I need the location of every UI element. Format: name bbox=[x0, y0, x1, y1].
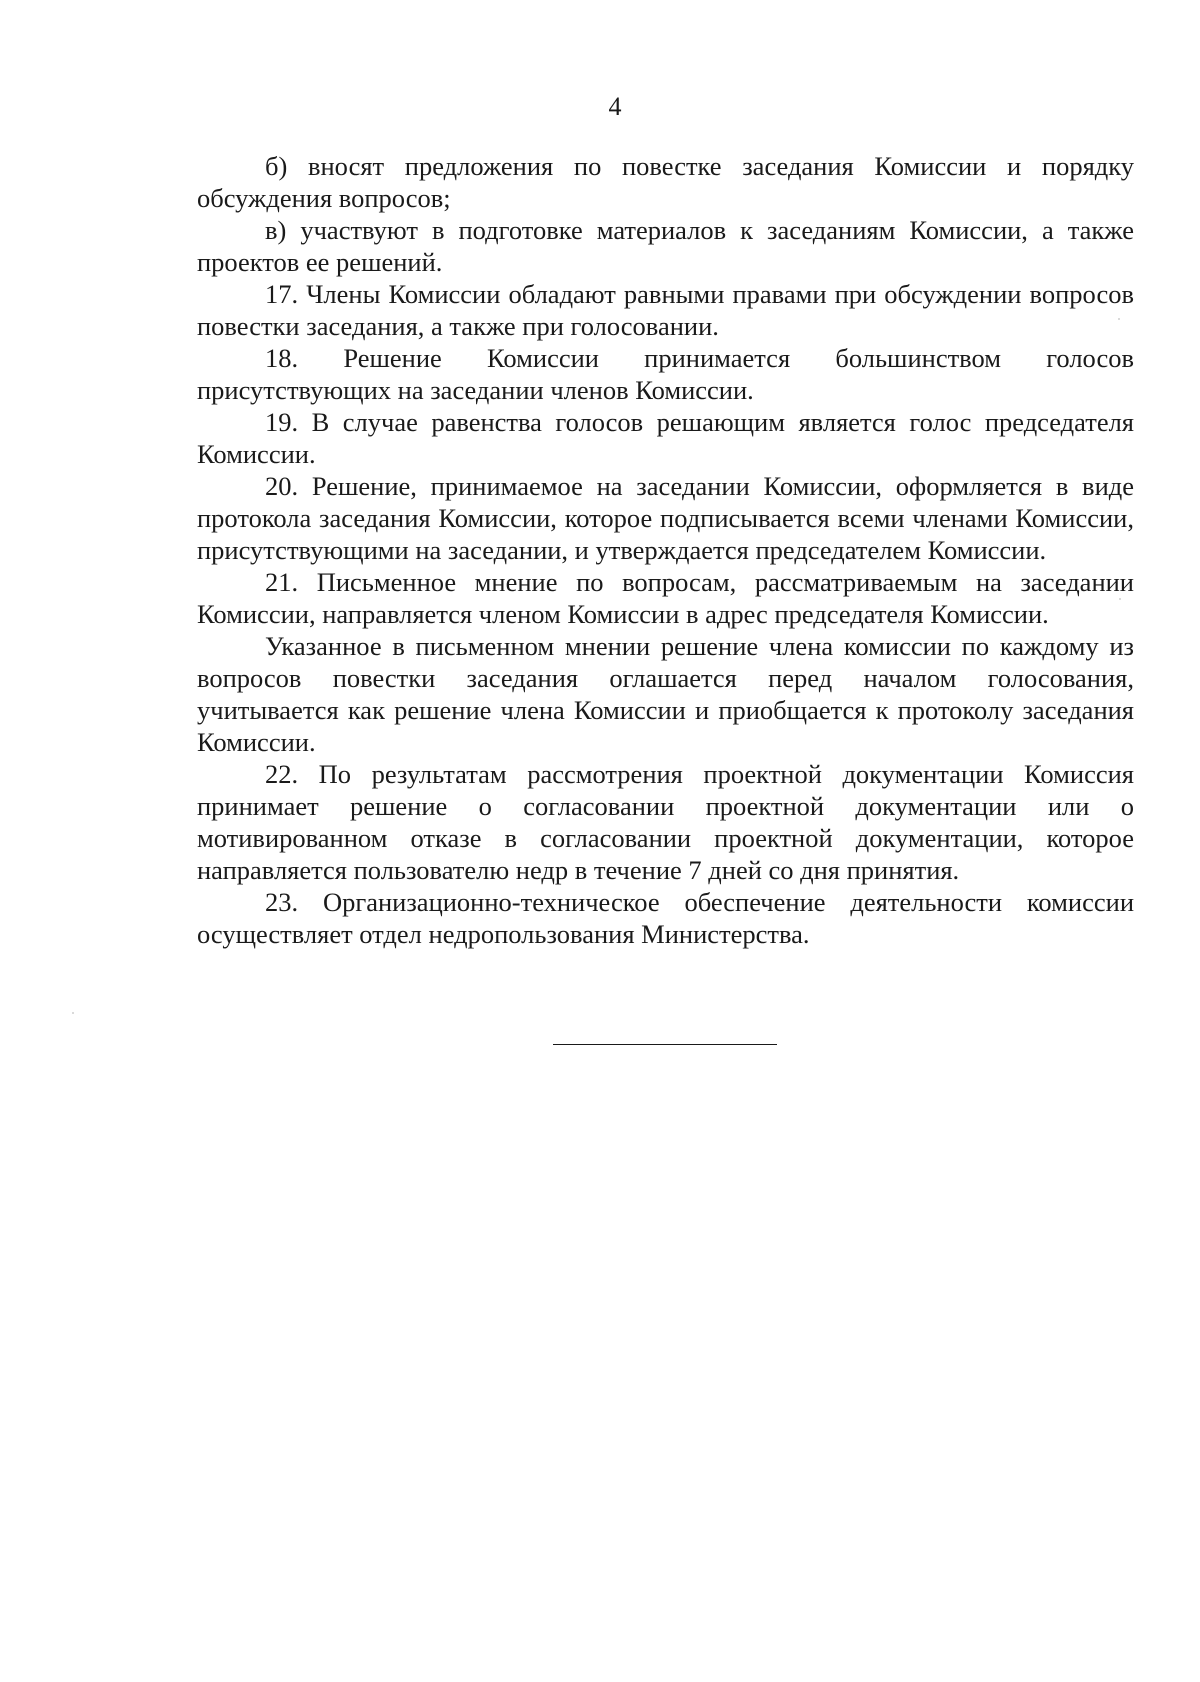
paragraph-21: 21. Письменное мнение по вопросам, рассматриваемым на заседании Комиссии, направляется членом Комиссии в адрес председателя Комиссии. bbox=[197, 567, 1134, 629]
scan-speck bbox=[1119, 598, 1121, 600]
scan-speck bbox=[72, 1012, 74, 1014]
paragraph-21-continuation: Указанное в письменном мнении решение члена комиссии по каждому из вопросов повестки заседания оглашается перед началом голосования, учитывается как решение члена Комиссии и приобщается к протоколу заседания Комиссии. bbox=[197, 631, 1134, 757]
paragraph-23: 23. Организационно-техническое обеспечение деятельности комиссии осуществляет отдел недропользования Министерства. bbox=[197, 887, 1134, 949]
paragraph-17: 17. Члены Комиссии обладают равными правами при обсуждении вопросов повестки заседания, а также при голосовании. bbox=[197, 279, 1134, 341]
page-number: 4 bbox=[608, 92, 622, 121]
paragraph-22: 22. По результатам рассмотрения проектной документации Комиссия принимает решение о согласовании проектной документации или о мотивированном отказе в согласовании проектной документации, которое направляется пользователю недр в течение 7 дней со дня принятия. bbox=[197, 759, 1134, 885]
scan-speck bbox=[1118, 318, 1120, 320]
paragraph-18: 18. Решение Комиссии принимается большинством голосов присутствующих на заседании членов Комиссии. bbox=[197, 343, 1134, 405]
paragraph-20: 20. Решение, принимаемое на заседании Комиссии, оформляется в виде протокола заседания Комиссии, которое подписывается всеми членами Комиссии, присутствующими на заседании, и утверждается председателем Комиссии. bbox=[197, 471, 1134, 565]
paragraph-item-v: в) участвуют в подготовке материалов к заседаниям Комиссии, а также проектов ее решений. bbox=[197, 215, 1134, 277]
paragraph-item-b: б) вносят предложения по повестке заседания Комиссии и порядку обсуждения вопросов; bbox=[197, 151, 1134, 213]
paragraph-19: 19. В случае равенства голосов решающим является голос председателя Комиссии. bbox=[197, 407, 1134, 469]
document-body bbox=[197, 150, 1134, 950]
end-of-document-rule bbox=[553, 1044, 777, 1045]
